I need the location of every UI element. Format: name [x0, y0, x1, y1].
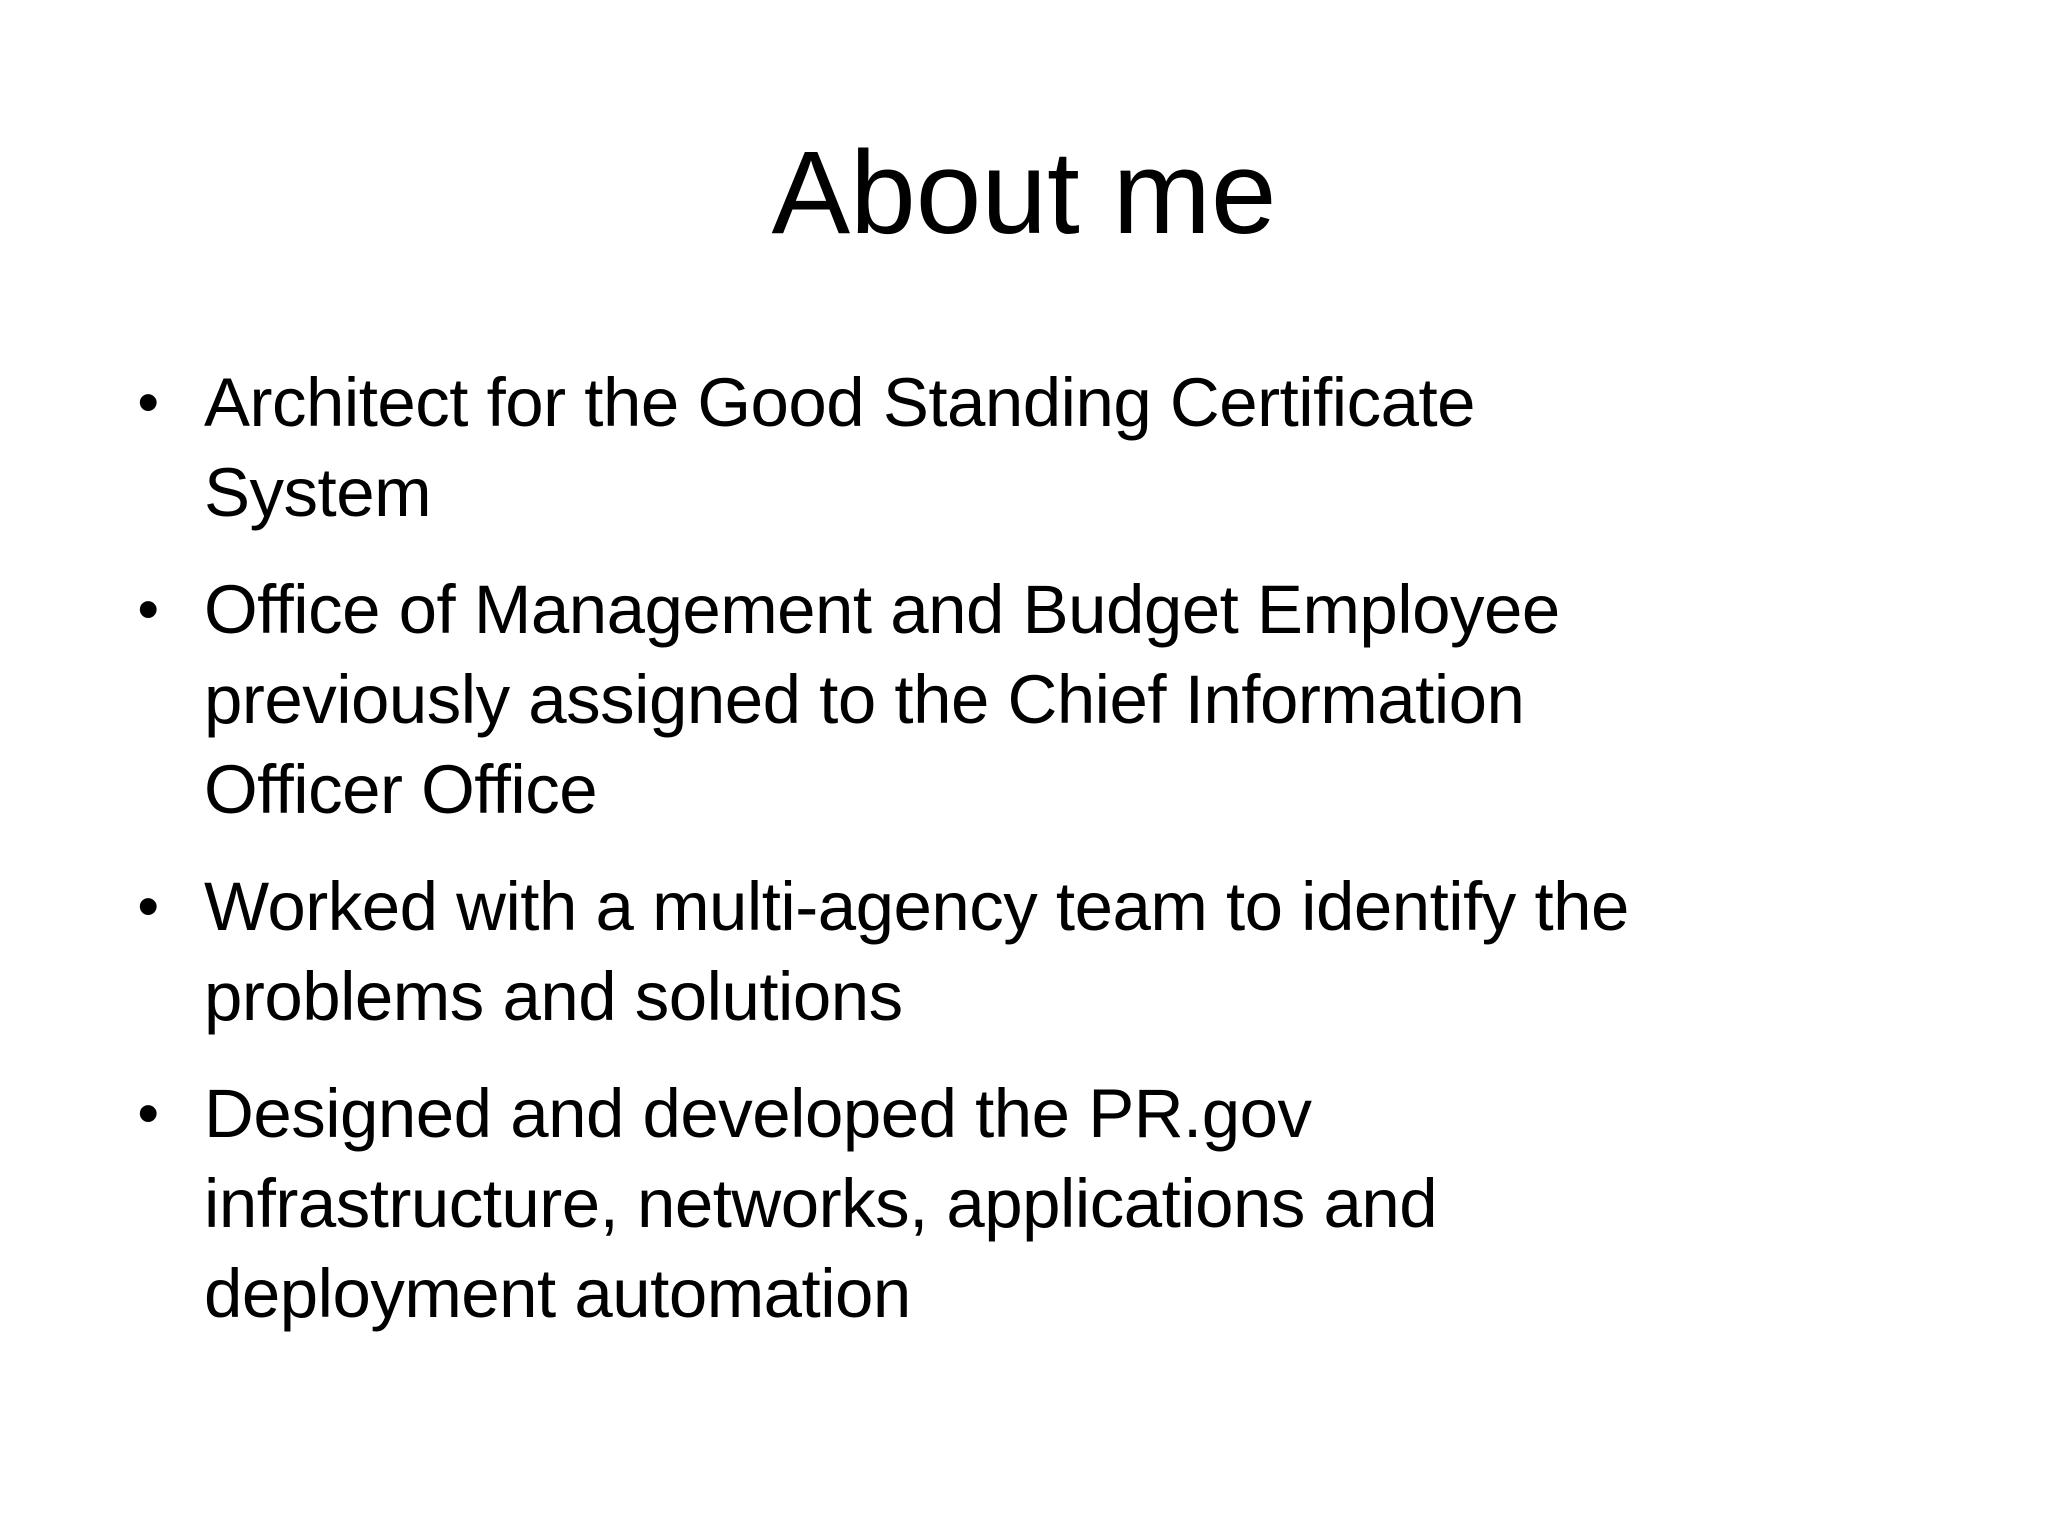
bullet-list: [118, 358, 1978, 1366]
bullet-text-line: System: [204, 454, 432, 531]
bullet-icon: •: [137, 1079, 159, 1148]
bullet-text-line: Office of Management and Budget Employee: [204, 571, 1560, 648]
bullet-text-line: deployment automation: [204, 1255, 911, 1332]
bullet-item-architect: [118, 358, 1978, 538]
bullet-item-multi-agency-team: [118, 862, 1978, 1042]
bullet-icon: •: [137, 368, 159, 437]
bullet-text-line: Officer Office: [204, 751, 598, 828]
bullet-text-line: Worked with a multi-agency team to identify the: [204, 868, 1629, 945]
bullet-item-omb-employee: [118, 565, 1978, 835]
bullet-icon: •: [137, 575, 159, 644]
slide-title: About me: [771, 127, 1277, 259]
bullet-text-line: Designed and developed the PR.gov: [204, 1075, 1312, 1152]
bullet-icon: •: [137, 872, 159, 941]
bullet-item-pr-gov: [118, 1069, 1978, 1339]
bullet-text-line: problems and solutions: [204, 958, 903, 1035]
bullet-text-line: Architect for the Good Standing Certificate: [204, 364, 1476, 441]
bullet-text-line: previously assigned to the Chief Information: [204, 661, 1525, 738]
bullet-text-line: infrastructure, networks, applications and: [204, 1165, 1438, 1242]
